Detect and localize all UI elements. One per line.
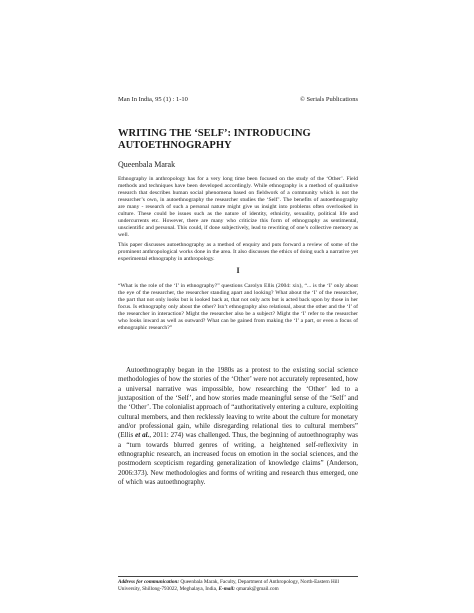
footnote-text: Queenbala Marak, Faculty, Department of Anthropology, North-Eastern Hill University, Shillong-793022, Meghalaya, India, [118, 579, 340, 592]
abstract-paragraph: This paper discusses autoethnography as a method of enquiry and puts forward a review of some of the prominent anthropological works done in the area. It also discusses the ethics of doing such a narrative yet experimental ethnography in anthropology. [118, 242, 358, 262]
running-header [118, 96, 358, 103]
body-text-part: Autoethnography began in the 1980s as a protest to the existing social science methodologies of how the stories of the ‘Other’ were not accurately represented, how a universal narrative was impossible, how researching the ‘Other’ led to a juxtaposition of the ‘Self’, and how stories made meaningful sense of the ‘Self’ and the ‘Other’. The colonialist approach of “authoritatively entering a culture, exploiting cultural members, and then recklessly leaving to write about the culture for monetary and/or professional gain, while disregarding relational ties to cultural members” (Ellis [118, 366, 358, 440]
abstract [118, 176, 358, 266]
footnote [118, 579, 358, 592]
author-name: Queenbala Marak [118, 160, 176, 169]
email-label: E-mail: [218, 585, 235, 592]
abstract-paragraph: Ethnography in anthropology has for a very long time been focused on the study of the ‘Other’. Field methods and techniques have been developed accordingly. While ethnography is a method of qualitative research that describes human social phenomena based on fieldwork of a community which is not the researcher’s own, in autoethnography the researcher studies the ‘Self’. The benefits of autoethnography are many - research of such a personal nature might give us insight into problems often overlooked in culture. These could be issues such as the nature of identity, ethnicity, sexuality, political life and undercurrents etc. However, there are many who criticize this form of ethnography as sentimental, unscientific and personal. This could, if done subjectively, lead to rewriting of one’s collective memory as well. [118, 176, 358, 238]
footnote-label: Address for communication: [118, 579, 180, 585]
section-heading: I [236, 266, 240, 275]
publisher-name: © Serials Publications [299, 96, 358, 103]
body-text-italic: et al. [135, 431, 150, 440]
email-address: qmarak@gmail.com [234, 585, 279, 592]
article-title: WRITING THE ‘SELF’: INTRODUCING AUTOETHNOGRAPHY [118, 128, 311, 151]
body-text-part: , 2011: 274) was challenged. Thus, the beginning of autoethnography was a “turn towards blurred genres of writing, a heightened self-reflexivity in ethnographic research, an increased focus on emotion in the social sciences, and the postmodern scepticism regarding generalization of knowledge claims” (Anderson, 2006:373). New methodologies and forms of writing and research thus emerged, one of which was autoethnography. [118, 431, 358, 487]
opening-quote: “What is the role of the ‘I’ in ethnography?” questions Carolyn Ellis (2004: xix), “... is the ‘I’ only about the eye of the researcher, the researcher standing apart and looking? What about the ‘I’ of the researcher, the part that not only looks but is looked back at, that not only acts but is acted back upon by those in her focus. Is ethnography only about the other? Isn’t ethnography also relational, about the other and the ‘I’ of the researcher in interaction? Might the researcher also be a subject? Might the ‘I’ refer to the researcher who looks inward as well as outward? What can be gained from making the ‘I’ a part, or even a focus of ethnographic research?” [118, 283, 358, 331]
body-paragraph [118, 366, 358, 487]
journal-citation: Man In India, 95 (1) : 1-10 [118, 96, 188, 103]
footnote-divider [118, 576, 358, 577]
